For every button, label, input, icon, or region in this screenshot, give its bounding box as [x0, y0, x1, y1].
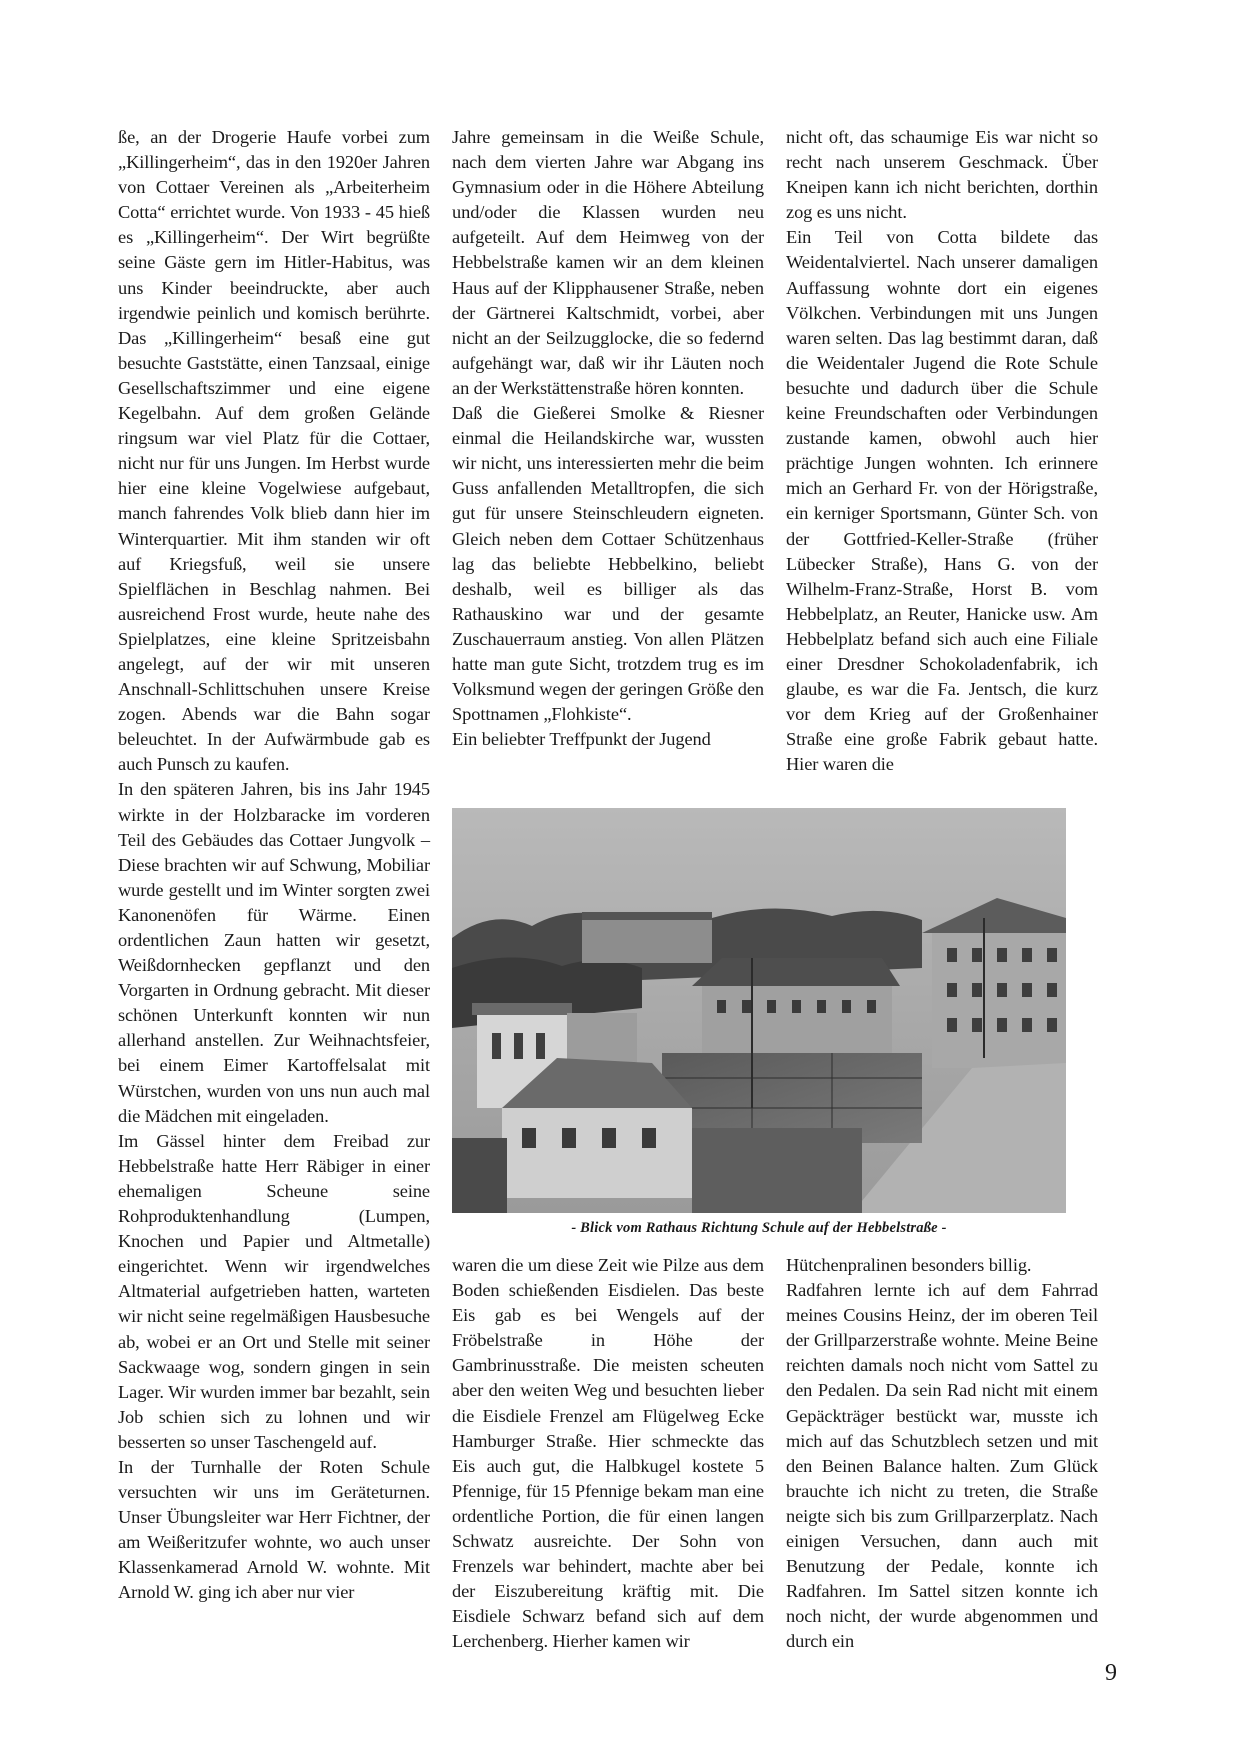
- paragraph: In den späteren Jahren, bis ins Jahr 1945 wirkte in der Holzbaracke im vorderen Teil des Gebäudes das Cottaer Jungvolk – Diese brachten wir auf Schwung, Mobiliar wurde gestellt und im Winter sorgten zwei Kanonenöfen für Wärme. Einen ordentlichen Zaun hatten wir gesetzt, Weißdornhecken gepflanzt und den Vorgarten in Ordnung gebracht. Mit dieser schönen Unterkunft konnten wir nun allerhand anstellen. Zur Weihnachtsfeier, bei einem Eimer Kartoffelsalat mit Würstchen, wurden von uns nun auch mal die Mädchen mit eingeladen.: [118, 779, 430, 1126]
- text-column-3-top: [786, 125, 1098, 777]
- paragraph: ße, an der Drogerie Haufe vorbei zum „Killingerheim“, das in den 1920er Jahren von Cottaer Vereinen als „Arbeiterheim Cotta“ errichtet wurde. Von 1933 - 45 hieß es „Killingerheim“. Der Wirt begrüßte seine Gäste gern im Hitler-Habitus, was uns Kinder beeindruckte, aber auch irgendwie peinlich und komisch berührte. Das „Killingerheim“ besaß eine gut besuchte Gaststätte, einen Tanzsaal, einige Gesellschaftszimmer und eine eigene Kegelbahn. Auf dem großen Gelände ringsum war viel Platz für die Cottaer, nicht nur für uns Jungen. Im Herbst wurde hier eine kleine Vogelwiese aufgebaut, manch fahrendes Volk blieb dann hier im Winterquartier. Mit ihm standen wir oft auf Kriegsfuß, weil sie unsere Spielflächen in Beschlag nahmen. Bei ausreichend Frost wurde, heute nahe des Spielplatzes, eine kleine Spritzeisbahn angelegt, auf der wir mit unseren Anschnall-Schlittschuhen unsere Kreise zogen. Abends war die Bahn sogar beleuchtet. In der Aufwärmbude gab es auch Punsch zu kaufen.: [118, 127, 430, 775]
- text-column-2-top: [452, 125, 764, 752]
- paragraph: Jahre gemeinsam in die Weiße Schule, nach dem vierten Jahre war Abgang ins Gymnasium oder in die Höhere Abteilung und/oder die Klassen wurden neu aufgeteilt. Auf dem Heimweg von der Hebbelstraße kamen wir an dem kleinen Haus auf der Klipphausener Straße, neben der Gärtnerei Kaltschmidt, vorbei, aber nicht an der Seilzugglocke, die so federnd aufgehängt war, daß wir ihr Läuten noch an der Werkstättenstraße hören konnten.: [452, 127, 764, 398]
- text-column-1: [118, 125, 430, 1606]
- paragraph: nicht oft, das schaumige Eis war nicht so recht nach unserem Geschmack. Über Kneipen kann ich nicht berichten, dorthin zog es uns nicht.: [786, 127, 1098, 223]
- paragraph: In der Turnhalle der Roten Schule versuchten wir uns im Geräteturnen. Unser Übungsleiter war Herr Fichtner, der am Weißeritzufer wohnte, wo auch unser Klassenkamerad Arnold W. wohnte. Mit Arnold W. ging ich aber nur vier: [118, 1456, 430, 1603]
- paragraph: Daß die Gießerei Smolke & Riesner einmal die Heilandskirche war, wussten wir nicht, uns interessierten mehr die beim Guss anfallenden Metalltropfen, die sich gut für unsere Steinschleudern eigneten. Gleich neben dem Cottaer Schützenhaus lag das beliebte Hebbelkino, beliebt deshalb, weil es billiger als das Rathauskino war und der gesamte Zuschauerraum anstieg. Von allen Plätzen hatte man gute Sicht, trotzdem trug es im Volksmund wegen der geringen Größe den Spottnamen „Flohkiste“.: [452, 403, 764, 725]
- text-column-2-bottom: [452, 1253, 764, 1655]
- paragraph: Hütchenpralinen besonders billig.: [786, 1255, 1032, 1275]
- photo-caption: - Blick vom Rathaus Richtung Schule auf der Hebbelstraße -: [571, 1220, 947, 1236]
- paragraph: Radfahren lernte ich auf dem Fahrrad meines Cousins Heinz, der im oberen Teil der Grillparzerstraße wohnte. Meine Beine reichten damals noch nicht vom Sattel zu den Pedalen. Da sein Rad nicht mit einem Gepäckträger bestückt war, musste ich mich auf das Schutzblech setzen und mit den Beinen Balance halten. Zum Glück brauchte ich nicht zu treten, die Straße neigte sich bis zum Grillparzerplatz. Nach einigen Versuchen, dann auch mit Benutzung der Pedale, konnte ich Radfahren. Im Sattel sitzen konnte ich noch nicht, der wurde abgenommen und durch ein: [786, 1280, 1098, 1652]
- page-number: 9: [1105, 1660, 1117, 1686]
- paragraph: Im Gässel hinter dem Freibad zur Hebbelstraße hatte Herr Räbiger in einer ehemaligen Scheune seine Rohproduktenhandlung (Lumpen, Knochen und Papier und Altmetalle) eingerichtet. Wenn wir irgendwelches Altmaterial aufgetrieben hatten, warteten wir nicht seine regelmäßigen Hausbesuche ab, wobei er an Ort und Stelle mit seiner Sackwaage wog, sondern gingen in sein Lager. Wir wurden immer bar bezahlt, sein Job schien sich zu lohnen und wir besserten so unser Taschengeld auf.: [118, 1130, 430, 1452]
- paragraph: waren die um diese Zeit wie Pilze aus dem Boden schießenden Eisdielen. Das beste Eis gab es bei Wengels auf der Fröbelstraße in Höhe der Gambrinusstraße. Die meisten scheuten aber den weiten Weg und besuchten lieber die Eisdiele Frenzel am Flügelweg Ecke Hamburger Straße. Hier schmeckte das Eis auch gut, die Halbkugel kostete 5 Pfennige, für 15 Pfennige bekam man eine ordentliche Portion, die für einen langen Schwatz ausreichte. Der Sohn von Frenzels war behindert, machte aber bei der Eiszubereitung kräftig mit. Die Eisdiele Schwarz befand sich auf dem Lerchenberg. Hierher kamen wir: [452, 1255, 764, 1652]
- historic-photo: [452, 808, 1066, 1213]
- text-column-3-bottom: [786, 1253, 1098, 1655]
- paragraph: Ein beliebter Treffpunkt der Jugend: [452, 729, 711, 750]
- paragraph: Ein Teil von Cotta bildete das Weidentalviertel. Nach unserer damaligen Auffassung wohnte dort ein eigenes Völkchen. Verbindungen mit uns Jungen waren selten. Das lag bestimmt daran, daß die Weidentaler Jugend die Rote Schule besuchte und dadurch über die Schule keine Freundschaften oder Verbindungen zustande kamen, obwohl auch hier prächtige Jungen wohnten. Ich erinnere mich an Gerhard Fr. von der Hörigstraße, ein kerniger Sportsmann, Günter Sch. von der Gottfried-Keller-Straße (früher Lübecker Straße), Hans G. von der Wilhelm-Franz-Straße, Horst B. vom Hebbelplatz, an Reuter, Hanicke usw. Am Hebbelplatz befand sich auch eine Filiale einer Dresdner Schokoladenfabrik, ich glaube, es war die Fa. Jentsch, die kurz vor dem Krieg auf der Großenhainer Straße eine große Fabrik gebaut hatte. Hier waren die: [786, 227, 1098, 775]
